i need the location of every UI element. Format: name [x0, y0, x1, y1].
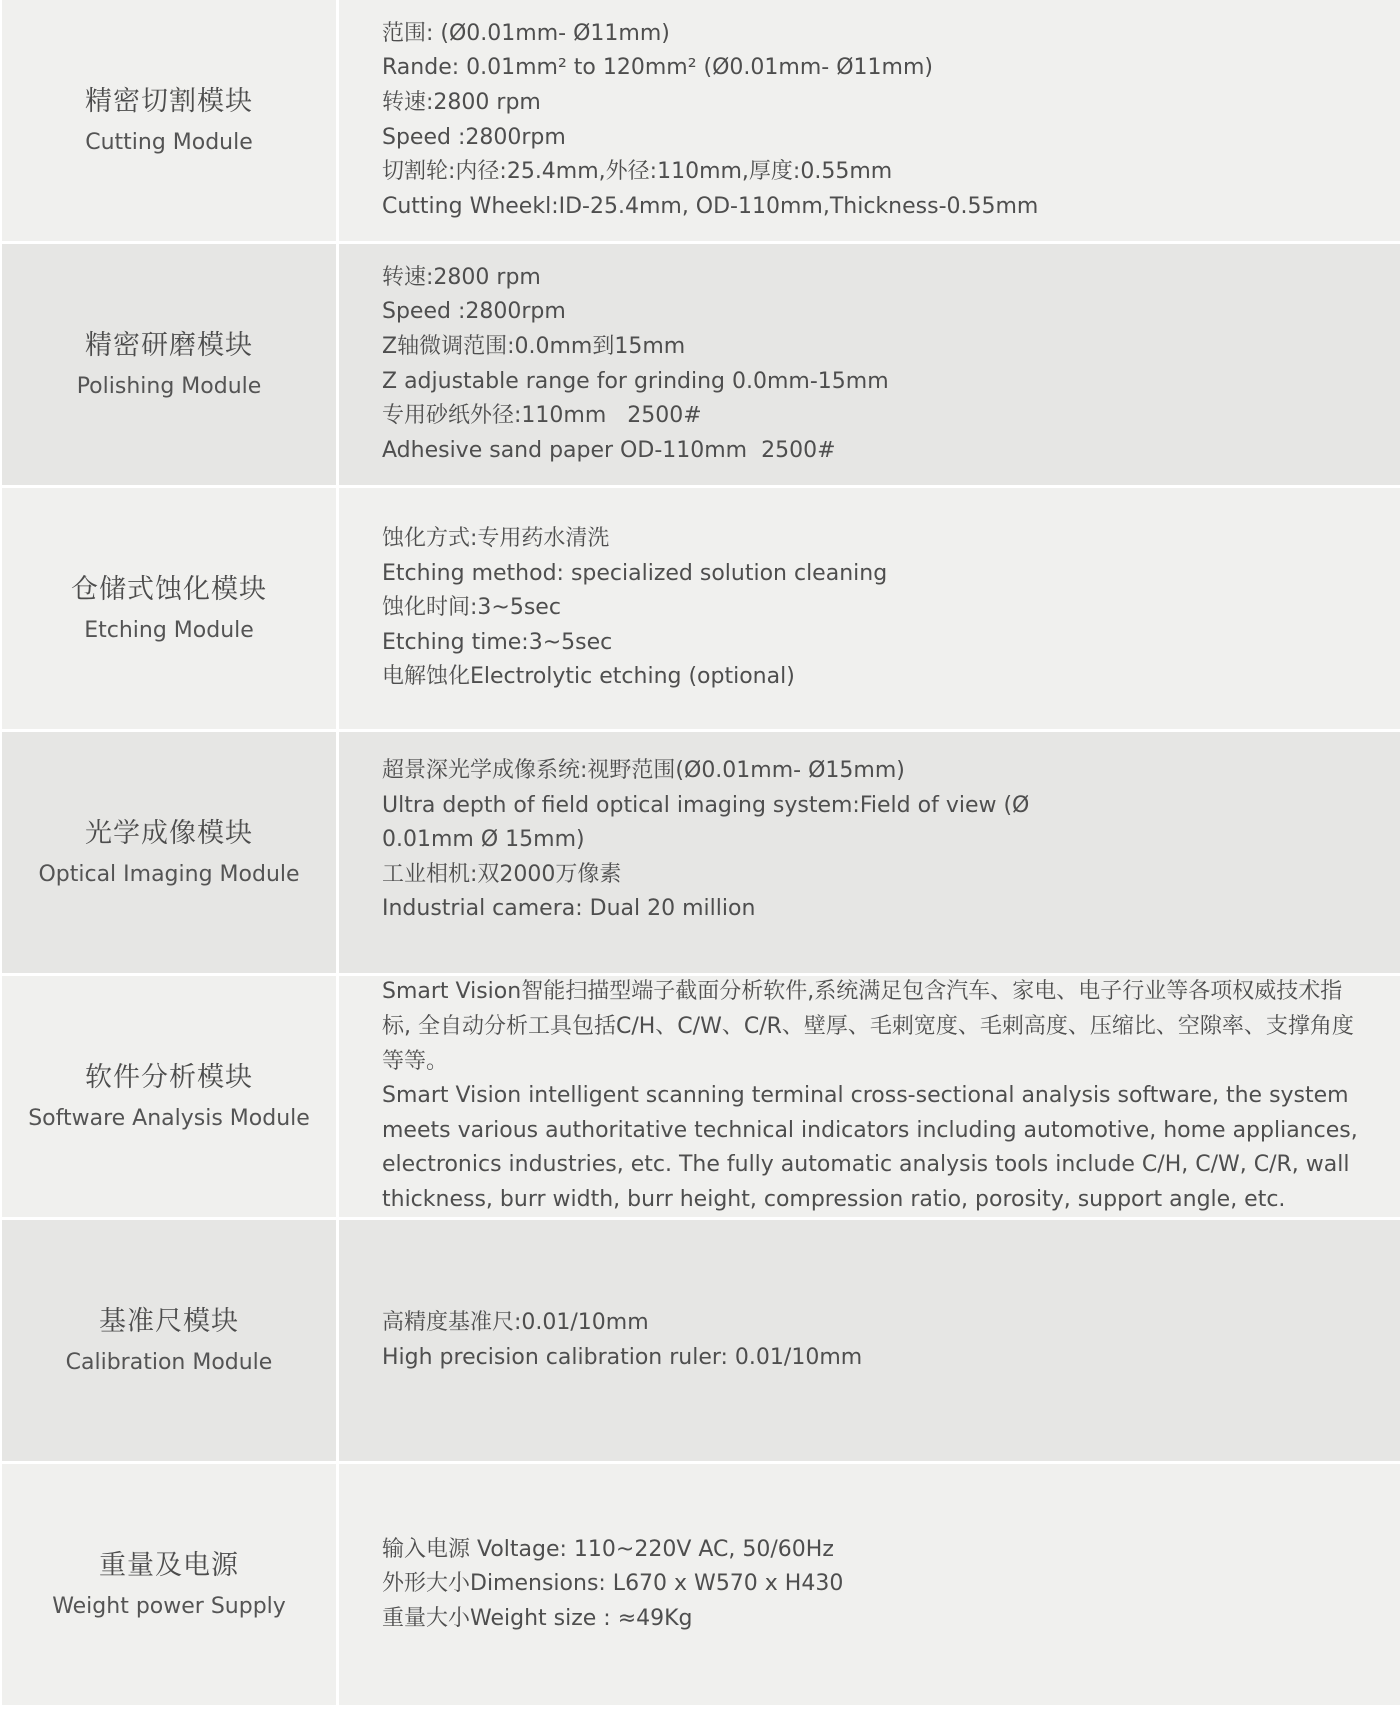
module-name-en: Polishing Module	[76, 373, 262, 399]
module-name-cell	[2, 488, 336, 729]
detail-line: 重量大小Weight size : ≈49Kg	[382, 1605, 693, 1631]
spec-row-cutting	[0, 0, 1400, 241]
detail-line: thickness, burr width, burr height, compression ratio, porosity, support angle, etc.	[382, 1186, 1286, 1212]
detail-line: 切割轮:内径:25.4mm,外径:110mm,厚度:0.55mm	[382, 159, 893, 185]
module-name-cell	[2, 244, 336, 485]
detail-line: 专用砂纸外径:110mm 2500#	[382, 403, 702, 429]
detail-list	[382, 17, 1038, 225]
detail-line: Smart Vision intelligent scanning terminal cross-sectional analysis software, the system	[382, 1083, 1349, 1109]
spec-row-calibration	[0, 1220, 1400, 1461]
detail-line: 电解蚀化Electrolytic etching (optional)	[382, 664, 795, 690]
detail-line: 0.01mm Ø 15mm)	[382, 827, 585, 853]
spec-row-weight-power	[0, 1464, 1400, 1705]
module-name-zh: 基准尺模块	[99, 1305, 239, 1337]
detail-line: Z轴微调范围:0.0mm到15mm	[382, 333, 686, 359]
detail-line: 工业相机:双2000万像素	[382, 861, 622, 887]
module-name-en: Etching Module	[84, 617, 254, 643]
detail-line: 输入电源 Voltage: 110~220V AC, 50/60Hz	[382, 1536, 834, 1562]
module-name-cell	[2, 1464, 336, 1705]
detail-list	[382, 522, 887, 695]
detail-line: 标, 全自动分析工具包括C/H、C/W、C/R、壁厚、毛刺宽度、毛刺高度、压缩比、空隙率、支撑角度等等。	[382, 1014, 1354, 1074]
module-name-zh: 光学成像模块	[85, 817, 253, 849]
module-name-en: Software Analysis Module	[28, 1105, 310, 1131]
spec-row-optical-imaging	[0, 732, 1400, 973]
detail-line: Cutting Wheekl:ID-25.4mm, OD-110mm,Thickness-0.55mm	[382, 193, 1039, 219]
module-detail-cell	[339, 1220, 1400, 1461]
detail-line: meets various authoritative technical indicators including automotive, home appliances,	[382, 1117, 1358, 1143]
module-name-cell	[2, 0, 336, 241]
detail-line: Industrial camera: Dual 20 million	[382, 896, 756, 922]
detail-line: electronics industries, etc. The fully automatic analysis tools include C/H, C/W, C/R, wall	[382, 1152, 1350, 1178]
module-name-cell	[2, 1220, 336, 1461]
module-detail-cell	[339, 0, 1400, 241]
detail-line: 外形大小Dimensions: L670 x W570 x H430	[382, 1571, 844, 1597]
detail-line: Smart Vision智能扫描型端子截面分析软件,系统满足包含汽车、家电、电子行业等各项权威技术指	[382, 979, 1343, 1005]
detail-list	[382, 754, 1029, 927]
module-detail-cell	[339, 732, 1400, 973]
spec-row-software-analysis	[0, 976, 1400, 1217]
detail-line: 转速:2800 rpm	[382, 264, 541, 290]
detail-line: 蚀化时间:3~5sec	[382, 595, 561, 621]
detail-line: 超景深光学成像系统:视野范围(Ø0.01mm- Ø15mm)	[382, 758, 905, 783]
detail-line: Ultra depth of field optical imaging system:Field of view (Ø	[382, 792, 1030, 818]
detail-line: Etching method: specialized solution cleaning	[382, 560, 888, 586]
spec-row-etching	[0, 488, 1400, 729]
module-name-cell	[2, 976, 336, 1217]
module-name-en: Cutting Module	[85, 129, 253, 155]
detail-line: Etching time:3~5sec	[382, 629, 613, 655]
detail-list	[382, 1306, 862, 1375]
detail-list	[382, 261, 889, 469]
module-name-zh: 精密切割模块	[85, 85, 253, 117]
spec-row-polishing	[0, 244, 1400, 485]
detail-line: Rande: 0.01mm² to 120mm² (Ø0.01mm- Ø11mm)	[382, 55, 933, 81]
module-name-en: Calibration Module	[65, 1349, 273, 1375]
detail-line: Speed :2800rpm	[382, 299, 566, 325]
detail-line: Adhesive sand paper OD-110mm 2500#	[382, 437, 836, 463]
detail-line: High precision calibration ruler: 0.01/10mm	[382, 1344, 863, 1370]
module-name-zh: 精密研磨模块	[85, 329, 253, 361]
detail-line: Speed :2800rpm	[382, 124, 566, 150]
detail-list	[382, 1533, 843, 1637]
detail-line: 范围: (Ø0.01mm- Ø11mm)	[382, 20, 670, 46]
module-name-zh: 仓储式蚀化模块	[71, 573, 267, 605]
module-name-cell	[2, 732, 336, 973]
detail-list	[382, 975, 1372, 1217]
module-detail-cell	[339, 488, 1400, 729]
module-name-zh: 重量及电源	[99, 1549, 239, 1581]
module-name-zh: 软件分析模块	[85, 1061, 253, 1093]
detail-line: Z adjustable range for grinding 0.0mm-15mm	[382, 368, 889, 394]
module-name-en: Weight power Supply	[52, 1593, 286, 1619]
module-name-en: Optical Imaging Module	[38, 861, 300, 887]
detail-line: 转速:2800 rpm	[382, 89, 541, 115]
module-detail-cell	[339, 1464, 1400, 1705]
module-detail-cell	[339, 976, 1400, 1217]
detail-line: 高精度基准尺:0.01/10mm	[382, 1309, 649, 1335]
module-detail-cell	[339, 244, 1400, 485]
detail-line: 蚀化方式:专用药水清洗	[382, 526, 610, 552]
